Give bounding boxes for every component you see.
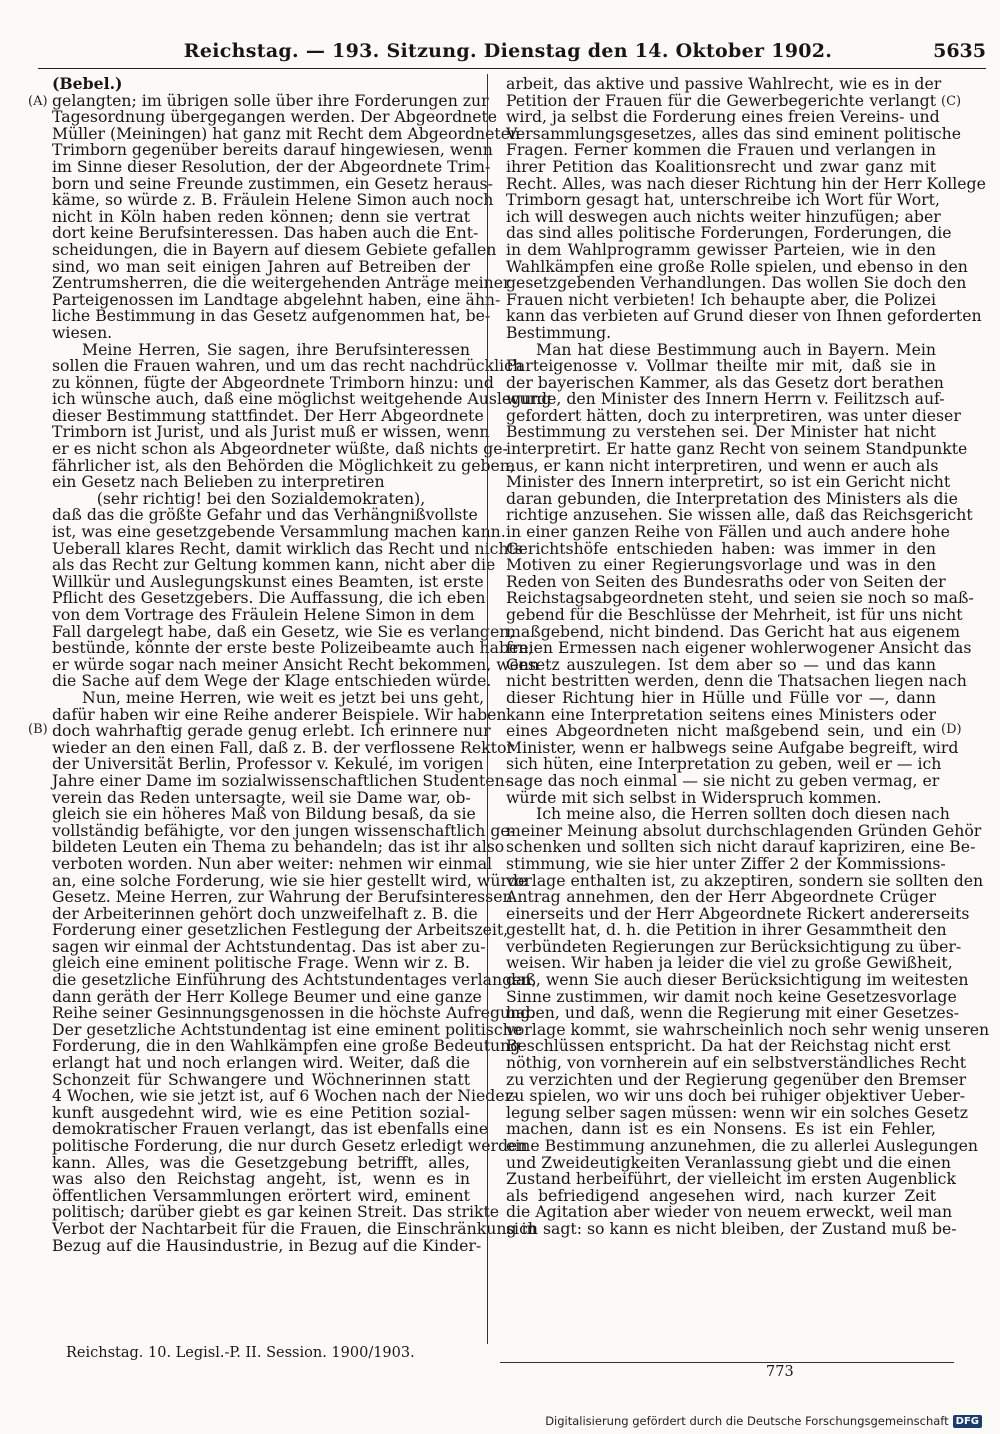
text-line: bestünde, könnte der erste beste Polizeibeamte auch haben; — [52, 638, 534, 658]
text-line: verboten worden. Nun aber weiter: nehmen wir einmal — [52, 853, 493, 873]
text-line: zu können, fügte der Abgeordnete Trimborn hinzu: und — [52, 372, 494, 392]
margin-mark-d: (D) — [941, 722, 962, 737]
text-line: dafür haben wir eine Reihe anderer Beispiele. Wir haben — [52, 704, 507, 724]
text-line: Reihe seiner Gesinnungsgenossen in die höchste Aufregung. — [52, 1003, 536, 1023]
text-line: die Agitation aber wieder von neuem erweckt, weil man — [506, 1202, 953, 1222]
text-line: gleich sie ein höheres Maß von Bildung besaß, da sie — [52, 804, 476, 824]
digitization-credit — [545, 1414, 982, 1428]
column-divider — [487, 74, 488, 1344]
text-line: Frauen nicht verbieten! Ich behaupte aber, die Polizei — [506, 289, 936, 309]
text-line: Parteigenossen im Landtage abgelehnt haben, eine ähn- — [52, 289, 501, 309]
text-line: dort keine Berufsinteressen. Das haben auch die Ent- — [52, 223, 479, 243]
text-line: scheidungen, die in Bayern auf diesem Gebiete gefallen — [52, 239, 497, 259]
text-line: als das Recht zur Geltung kommen kann, nicht aber die — [52, 555, 496, 575]
text-line: zu spielen, wo wir uns doch bei ruhiger objektiver Ueber- — [506, 1086, 966, 1106]
text-line: kann eine Interpretation seitens eines Ministers oder — [506, 704, 936, 724]
text-line: wurde, den Minister des Innern Herrn v. Feilitzsch auf- — [506, 389, 945, 409]
text-line: Bezug auf die Hausindustrie, in Bezug auf die Kinder- — [52, 1235, 482, 1255]
text-line: in einer ganzen Reihe von Fällen und auch andere hohe — [506, 522, 950, 542]
text-line: wiesen. — [52, 322, 113, 342]
text-line: gleich eine eminent politische Frage. Wenn wir z. B. — [52, 953, 470, 973]
text-line: Recht. Alles, was nach dieser Richtung hin der Herr Kollege — [506, 173, 986, 193]
text-line: die Sache auf dem Wege der Klage entschieden würde. — [52, 671, 492, 691]
text-line: kann das verbieten auf Grund dieser von Ihnen geforderten — [506, 306, 982, 326]
text-line: Schonzeit für Schwangere und Wöchnerinnen statt — [52, 1069, 470, 1089]
text-line: bildeten Leuten ein Thema zu behandeln; das ist ihr also — [52, 837, 505, 857]
text-line: schenken und sollten sich nicht darauf kapriziren, eine Be- — [506, 837, 976, 857]
text-line: daß das die größte Gefahr und das Verhängnißvollste — [52, 505, 478, 525]
text-line: daran gebunden, die Interpretation des Ministers als die — [506, 488, 958, 508]
text-line: Zentrumsherren, die die weitergehenden Anträge meiner — [52, 273, 511, 293]
text-line: Tagesordnung übergegangen werden. Der Abgeordnete — [52, 107, 498, 127]
footer-sheet-number: 773 — [766, 1364, 794, 1380]
text-line: nöthig, von vornherein auf ein selbstverständliches Recht — [506, 1053, 966, 1073]
footer-session-info: Reichstag. 10. Legisl.-P. II. Session. 1900/1903. — [66, 1345, 415, 1361]
text-line: ihrer Petition das Koalitionsrecht und zwar ganz mit — [506, 156, 936, 176]
text-line: wird, ja selbst die Forderung eines freien Vereins- und — [506, 107, 940, 127]
text-line: ist, was eine gesetzgebende Versammlung machen kann. — [52, 522, 506, 542]
text-line: interpretirt. Er hatte ganz Recht von seinem Standpunkte — [506, 439, 968, 459]
text-line: politisch; darüber giebt es gar keinen Streit. Das strikte — [52, 1202, 500, 1222]
text-line: er würde sogar nach meiner Ansicht Recht bekommen, wenn — [52, 654, 540, 674]
text-line: legung selber sagen müssen: wenn wir ein solches Gesetz — [506, 1102, 968, 1122]
text-line: Pflicht des Gesetzgebers. Die Auffassung, die ich eben — [52, 588, 486, 608]
text-line: Nun, meine Herren, wie weit es jetzt bei uns geht, — [82, 687, 485, 707]
page-header — [30, 40, 986, 66]
text-line: Sinne zustimmen, wir damit noch keine Gesetzesvorlage — [506, 986, 957, 1006]
text-line: die gesetzliche Einführung des Achtstundentages verlangen, — [52, 970, 537, 990]
text-line: eine Bestimmung anzunehmen, die zu allerlei Auslegungen — [506, 1136, 979, 1155]
text-line: Zustand herbeiführt, der vielleicht im ersten Augenblick — [506, 1169, 956, 1189]
text-line: vorlage kommt, sie wahrscheinlich noch sehr wenig unseren — [506, 1019, 990, 1039]
text-line: im Sinne dieser Resolution, der der Abgeordnete Trim- — [52, 156, 491, 176]
text-line: öffentlichen Versammlungen erörtert wird, eminent — [52, 1185, 470, 1205]
text-line: born und seine Freunde zustimmen, ein Gesetz heraus- — [52, 173, 493, 193]
text-line: Forderung, die in den Wahlkämpfen eine große Bedeutung — [52, 1036, 521, 1056]
left-column — [52, 74, 552, 1255]
text-line: Müller (Meiningen) hat ganz mit Recht dem Abgeordneten — [52, 123, 521, 143]
margin-mark-a: (A) — [28, 94, 48, 109]
text-line: Versammlungsgesetzes, alles das sind eminent politische — [506, 123, 962, 143]
text-line: Gesetz. Meine Herren, zur Wahrung der Berufsinteressen — [52, 887, 513, 907]
text-line: Parteigenosse v. Vollmar theilte mir mit, daß sie in — [506, 356, 936, 376]
text-line: Minister des Innern interpretirt, so ist ein Gericht nicht — [506, 472, 951, 492]
text-line: dann geräth der Herr Kollege Beumer und eine ganze — [52, 986, 482, 1006]
text-line: Reden von Seiten des Bundesraths oder von Seiten der — [506, 571, 946, 591]
digitization-credit-text: Digitalisierung gefördert durch die Deutsche Forschungsgemeinschaft — [545, 1414, 949, 1428]
right-column — [506, 74, 990, 1238]
text-line: machen, dann ist es ein Nonsens. Es ist ein Fehler, — [506, 1119, 936, 1139]
text-line: Jahre einer Dame im sozialwissenschaftlichen Studenten- — [52, 770, 511, 790]
text-line: stimmung, wie sie hier unter Ziffer 2 der Kommissions- — [506, 853, 946, 873]
text-line: nicht bestritten werden, denn die Thatsachen liegen nach — [506, 671, 967, 691]
text-line: Fragen. Ferner kommen die Frauen und verlangen in — [506, 140, 936, 160]
text-line: Bestimmung. — [506, 322, 612, 342]
text-line: politische Forderung, die nur durch Gesetz erledigt werden — [52, 1136, 528, 1155]
text-line: Ich meine also, die Herren sollten doch diesen nach — [536, 804, 950, 824]
footer-rule — [500, 1362, 954, 1363]
text-line: Gesetz auszulegen. Ist dem aber so — und das kann — [506, 654, 936, 674]
text-line: würde mit sich selbst in Widerspruch kommen. — [506, 787, 882, 807]
text-line: daß, wenn Sie auch dieser Berücksichtigung im weitesten — [506, 970, 969, 990]
text-line: von dem Vortrage des Fräulein Helene Simon in dem — [52, 605, 475, 624]
text-line: doch wahrhaftig gerade genug erlebt. Ich erinnere nur — [52, 721, 491, 741]
text-line: Man hat diese Bestimmung auch in Bayern. Mein — [536, 339, 936, 359]
text-line: der Universität Berlin, Professor v. Kekulé, im vorigen — [52, 754, 484, 774]
text-line: gestellt hat, d. h. die Petition in ihrer Gesammtheit den — [506, 920, 947, 940]
text-line: Gerichtshöfe entschieden haben: was immer in den — [506, 538, 936, 558]
margin-mark-b: (B) — [28, 722, 48, 737]
text-line: sich sagt: so kann es nicht bleiben, der Zustand muß be- — [506, 1218, 957, 1238]
text-line: (Bebel.) — [52, 74, 123, 93]
text-line: zu verzichten und der Regierung gegenüber den Bremser — [506, 1069, 967, 1089]
text-line: an, eine solche Forderung, wie sie hier gestellt wird, würde — [52, 870, 528, 890]
text-line: Minister, wenn er halbwegs seine Aufgabe begreift, wird — [506, 737, 959, 757]
text-line: das sind alles politische Forderungen, Forderungen, die — [506, 223, 952, 243]
text-line: gebend für die Beschlüsse der Mehrheit, ist für uns nicht — [506, 605, 963, 624]
text-line: käme, so würde z. B. Fräulein Helene Simon auch noch — [52, 190, 494, 210]
text-line: richtige anzusehen. Sie wissen alle, daß das Reichsgericht — [506, 505, 973, 525]
text-line: Trimborn gesagt hat, unterschreibe ich Wort für Wort, — [506, 190, 940, 210]
text-line: (sehr richtig! bei den Sozialdemokraten), — [96, 488, 426, 508]
text-line: gesetzgebenden Verhandlungen. Das wollen Sie doch den — [506, 273, 967, 293]
text-line: sollen die Frauen wahren, und um das recht nachdrücklich — [52, 356, 523, 376]
text-line: sind, wo man seit einigen Jahren auf Betreiben der — [52, 256, 470, 276]
text-line: Der gesetzliche Achtstundentag ist eine eminent politische — [52, 1019, 523, 1039]
margin-mark-c: (C) — [941, 94, 962, 109]
text-line: nicht in Köln haben reden können; denn sie vertrat — [52, 206, 470, 226]
text-line: maßgebend, nicht bindend. Das Gericht hat aus eigenem — [506, 621, 960, 641]
text-line: Fall dargelegt habe, daß ein Gesetz, wie Sie es verlangen, — [52, 621, 515, 641]
page-header-title: Reichstag. — 193. Sitzung. Dienstag den 14. Oktober 1902. — [183, 40, 833, 62]
text-line: vollständig befähigte, vor den jungen wissenschaftlich ge- — [52, 820, 516, 840]
text-line: Trimborn gegenüber bereits darauf hingewiesen, wenn — [52, 140, 493, 160]
text-line: sich hüten, eine Interpretation zu geben, weil er — ich — [506, 754, 942, 774]
text-line: ich will deswegen auch nichts weiter hinzufügen; aber — [506, 206, 941, 226]
text-line: gelangten; im übrigen solle über ihre Forderungen zur — [52, 90, 489, 110]
text-line: haben, und daß, wenn die Regierung mit einer Gesetzes- — [506, 1003, 960, 1023]
text-line: Reichstagsabgeordneten steht, und seien sie noch so maß- — [506, 588, 974, 608]
text-line: vorlage enthalten ist, zu akzeptiren, sondern sie sollten den — [506, 870, 984, 890]
text-line: Verbot der Nachtarbeit für die Frauen, die Einschränkung in — [52, 1218, 537, 1238]
text-line: gefordert hätten, doch zu interpretiren, was unter dieser — [506, 405, 961, 425]
page-number: 5635 — [933, 40, 986, 62]
text-line: Forderung einer gesetzlichen Festlegung der Arbeitszeit, — [52, 920, 509, 940]
text-line: sagen wir einmal der Achtstundentag. Das ist aber zu- — [52, 936, 486, 956]
text-line: verein das Reden untersagte, weil sie Dame war, ob- — [52, 787, 471, 807]
text-line: kann. Alles, was die Gesetzgebung betrifft, alles, — [52, 1152, 470, 1172]
text-line: einerseits und der Herr Abgeordnete Rickert andererseits — [506, 903, 970, 923]
text-line: aus, er kann nicht interpretiren, und wenn er auch als — [506, 455, 939, 475]
text-line: liche Bestimmung in das Gesetz aufgenommen hat, be- — [52, 306, 491, 326]
text-line: Meine Herren, Sie sagen, ihre Berufsinteressen — [82, 339, 470, 359]
text-line: verbündeten Regierungen zur Berücksichtigung zu über- — [506, 936, 962, 956]
text-line: Bestimmung zu verstehen sei. Der Minister hat nicht — [506, 422, 936, 442]
text-line: dieser Richtung hier in Hülle und Fülle vor —, dann — [506, 687, 936, 707]
text-line: kunft ausgedehnt wird, wie es eine Petition sozial- — [52, 1102, 470, 1122]
text-line: Willkür und Auslegungskunst eines Beamten, ist erste — [52, 571, 484, 591]
text-line: als befriedigend angesehen wird, nach kurzer Zeit — [506, 1185, 936, 1205]
text-line: Antrag annehmen, den der Herr Abgeordnete Crüger — [506, 887, 936, 907]
text-line: Trimborn ist Jurist, und als Jurist muß er wissen, wenn — [52, 422, 490, 442]
text-line: Motiven zu einer Regierungsvorlage und was in den — [506, 555, 936, 575]
dfg-logo-icon: DFG — [953, 1415, 982, 1428]
text-line: eines Abgeordneten nicht maßgebend sein, und ein — [506, 721, 936, 741]
text-line: Beschlüssen entspricht. Da hat der Reichstag nicht erst — [506, 1036, 951, 1056]
text-line: der bayerischen Kammer, als das Gesetz dort berathen — [506, 372, 944, 392]
text-line: meiner Meinung absolut durchschlagenden Gründen Gehör — [506, 820, 982, 840]
text-line: sage das noch einmal — sie nicht zu geben vermag, er — [506, 770, 940, 790]
text-line: Wahlkämpfen eine große Rolle spielen, und ebenso in den — [506, 256, 968, 276]
text-line: Petition der Frauen für die Gewerbegerichte verlangt — [506, 90, 936, 110]
text-line: ein Gesetz nach Belieben zu interpretiren — [52, 472, 385, 492]
text-line: wieder an den einen Fall, daß z. B. der verflossene Rektor — [52, 737, 514, 757]
text-line: freien Ermessen nach eigener wohlerwogener Ansicht das — [506, 638, 972, 658]
text-line: Ueberall klares Recht, damit wirklich das Recht und nichts — [52, 538, 523, 558]
text-line: ich wünsche auch, daß eine möglichst weitgehende Auslegung — [52, 389, 552, 409]
text-line: dieser Bestimmung stattfindet. Der Herr Abgeordnete — [52, 405, 484, 425]
text-line: arbeit, das aktive und passive Wahlrecht, wie es in der — [506, 74, 942, 93]
text-line: weisen. Wir haben ja leider die viel zu große Gewißheit, — [506, 953, 953, 973]
text-line: fährlicher ist, als den Behörden die Möglichkeit zu geben, — [52, 455, 515, 475]
text-line: demokratischer Frauen verlangt, das ist ebenfalls eine — [52, 1119, 489, 1139]
text-line: er es nicht schon als Abgeordneter wüßte, daß nichts ge- — [52, 439, 508, 459]
text-line: und Zweideutigkeiten Veranlassung giebt und die einen — [506, 1152, 952, 1172]
text-line: was also den Reichstag angeht, ist, wenn es in — [52, 1169, 470, 1189]
text-line: in dem Wahlprogramm gewisser Parteien, wie in den — [506, 239, 936, 259]
text-line: erlangt hat und noch erlangen wird. Weiter, daß die — [52, 1053, 470, 1073]
text-line: der Arbeiterinnen gehört doch unzweifelhaft z. B. die — [52, 903, 478, 923]
header-rule — [38, 68, 986, 69]
text-line: 4 Wochen, wie sie jetzt ist, auf 6 Wochen nach der Nieder- — [52, 1086, 518, 1106]
